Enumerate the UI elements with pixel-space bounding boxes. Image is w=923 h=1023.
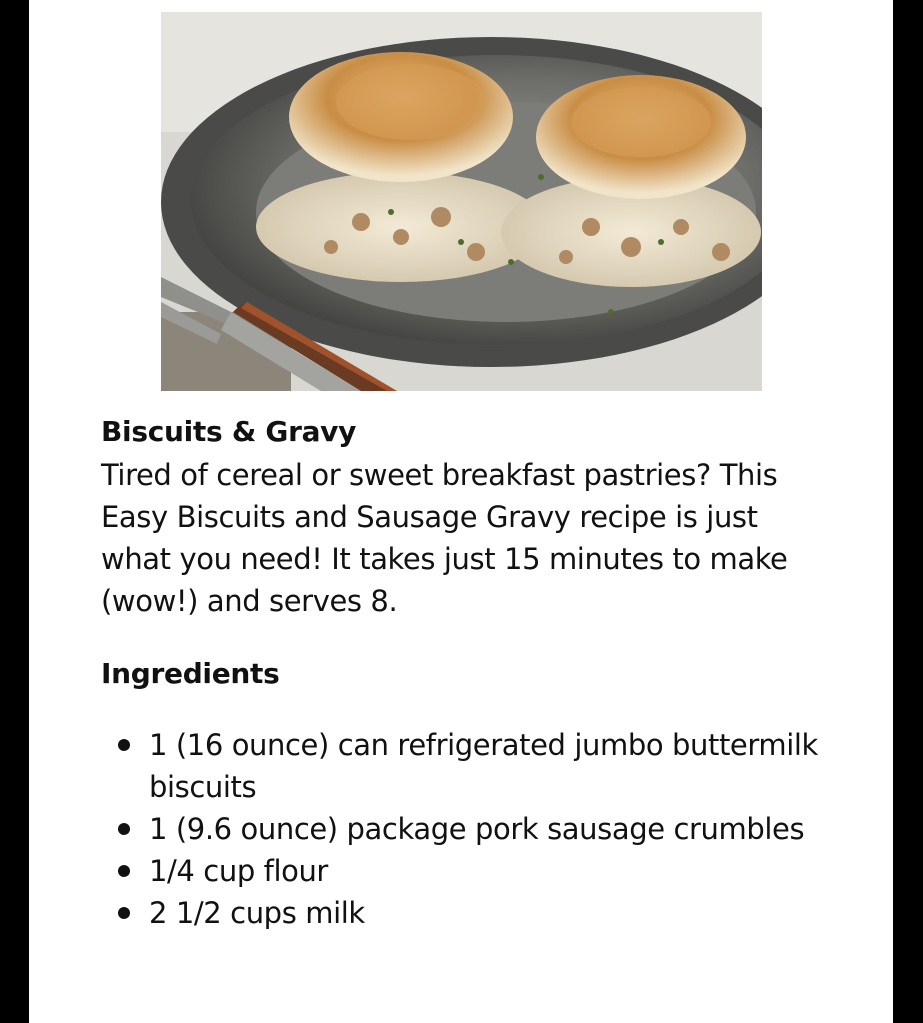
recipe-content: [101, 410, 821, 934]
ingredients-list: [101, 724, 821, 934]
recipe-page: [29, 0, 893, 1023]
list-item: [101, 850, 821, 892]
recipe-title: Biscuits & Gravy: [101, 415, 357, 448]
ingredients-heading: Ingredients: [101, 657, 280, 690]
bullet-icon: [118, 907, 130, 919]
ingredient-text: 1/4 cup flour: [149, 854, 328, 888]
bullet-icon: [118, 823, 130, 835]
bullet-icon: [118, 865, 130, 877]
ingredient-text: 1 (9.6 ounce) package pork sausage crumbles: [149, 812, 805, 846]
ingredient-text: 1 (16 ounce) can refrigerated jumbo buttermilk biscuits: [149, 728, 818, 804]
list-item: [101, 808, 821, 850]
ingredient-text: 2 1/2 cups milk: [149, 896, 365, 930]
recipe-photo: [161, 12, 762, 391]
recipe-description: Tired of cereal or sweet breakfast pastries? This Easy Biscuits and Sausage Gravy recipe is just what you need! It takes just 15 minutes to make (wow!) and serves 8.: [101, 458, 788, 618]
list-item: [101, 724, 821, 808]
bullet-icon: [118, 739, 130, 751]
list-item: [101, 892, 821, 934]
